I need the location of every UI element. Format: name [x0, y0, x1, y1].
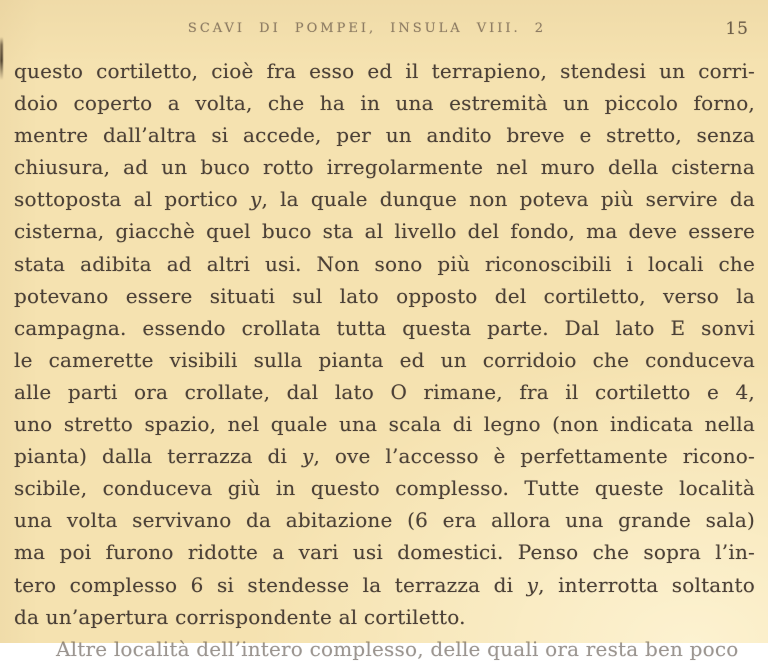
text-line: una volta servivano da abitazione (6 era allora una grande sala)	[14, 508, 755, 533]
text-line: le camerette visibili sulla pianta ed un corridoio che conduceva	[14, 347, 755, 372]
text-line: mentre dall’altra si accede, per un andito breve e stretto, senza	[14, 123, 755, 148]
body-text	[14, 55, 755, 665]
text-line: campagna. essendo crollata tutta questa parte. Dal lato E sonvi	[14, 315, 755, 340]
text-line: tero complesso 6 si stendesse la terrazza di y, interrotta soltanto	[14, 572, 755, 597]
running-title: SCAVI DI POMPEI, INSULA VIII. 2	[187, 21, 547, 36]
text-line: chiusura, ad un buco rotto irregolarmente nel muro della cisterna	[14, 155, 755, 180]
clipped-next-paragraph-line: Altre località dell’intero complesso, delle quali ora resta ben poco	[56, 636, 739, 661]
text-line: sottoposta al portico y, la quale dunque non poteva più servire da	[14, 187, 755, 212]
page-header	[0, 21, 768, 41]
text-line: questo cortiletto, cioè fra esso ed il terrapieno, stendesi un corri-	[14, 59, 755, 83]
text-line: pianta) dalla terrazza di y, ove l’accesso è perfettamente ricono-	[14, 444, 755, 469]
text-line: ma poi furono ridotte a vari usi domestici. Penso che sopra l’in-	[14, 540, 755, 565]
text-line: stata adibita ad altri usi. Non sono più riconoscibili i locali che	[14, 251, 755, 276]
text-line: doio coperto a volta, che ha in una estremità un piccolo forno,	[14, 91, 755, 116]
text-line: scibile, conduceva giù in questo complesso. Tutte queste località	[14, 476, 755, 501]
page-number: 15	[725, 19, 749, 39]
scan-edge-artifact	[0, 37, 3, 80]
text-line: cisterna, giacchè quel buco sta al livello del fondo, ma deve essere	[14, 219, 755, 244]
text-line-paragraph-end: da un’apertura corrispondente al cortiletto.	[14, 604, 466, 629]
text-line: uno stretto spazio, nel quale una scala di legno (non indicata nella	[14, 412, 755, 437]
text-line: potevano essere situati sul lato opposto del cortiletto, verso la	[14, 283, 755, 308]
text-line: alle parti ora crollate, dal lato O rimane, fra il cortiletto e 4,	[14, 379, 755, 404]
